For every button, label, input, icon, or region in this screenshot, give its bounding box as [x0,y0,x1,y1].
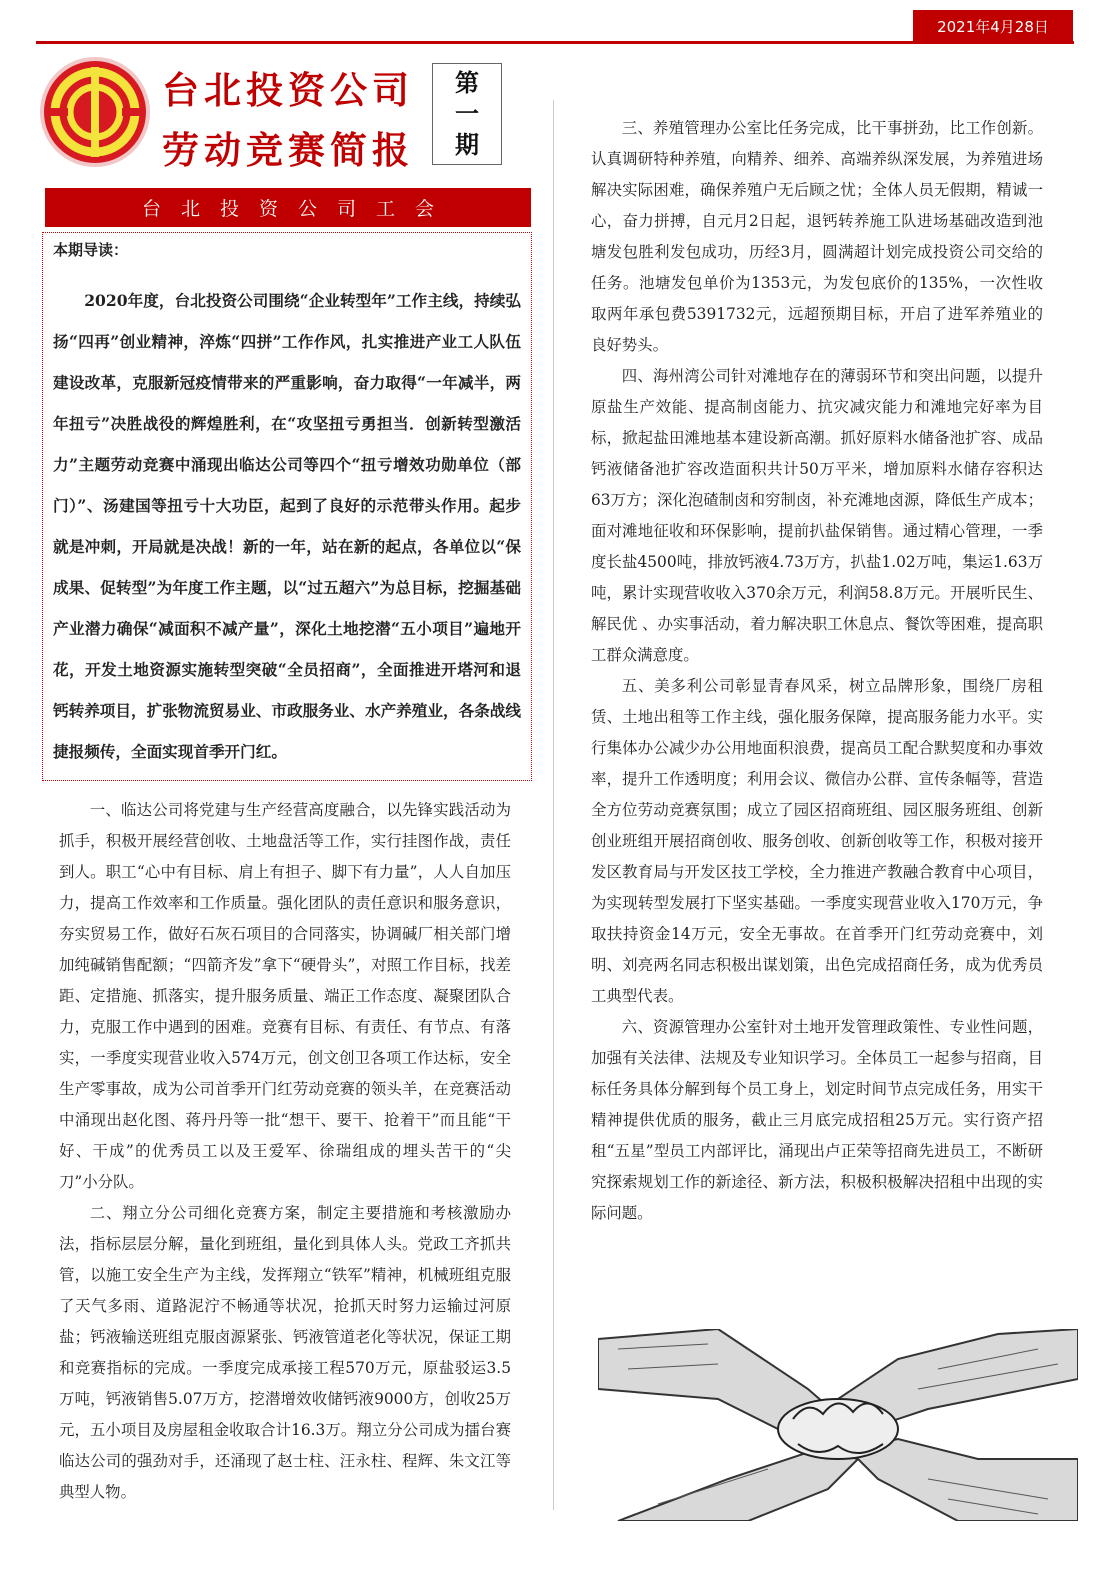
article-paragraph: 三、养殖管理办公室比任务完成，比干事拼劲，比工作创新。认真调研特种养殖，向精养、细养、高端养纵深发展，为养殖进场解决实际困难，确保养殖户无后顾之忧；全体人员无假期，精诚一心，奋力拼搏，自元月2日起，退钙转养施工队进场基础改造到池塘发包胜利发包成功，历经3月，圆满超计划完成投资公司交给的任务。池塘发包单价为1353元，为发包底价的135%，一次性收取两年承包费5391732元，远超预期目标，开启了进军养殖业的良好势头。 [591,119,1043,354]
article-paragraph: 二、翔立分公司细化竞赛方案，制定主要措施和考核激励办法，指标层层分解，量化到班组，量化到具体人头。党政工齐抓共管，以施工安全生产为主线，发挥翔立“铁军”精神，机械班组克服了天气多雨、道路泥泞不畅通等状况，抢抓天时努力运输过河原盐；钙液输送班组克服卤源紧张、钙液管道老化等状况，保证工期和竞赛指标的完成。一季度完成承接工程570万元，原盐驳运3.5万吨，钙液销售5.07万方，挖潜增效收储钙液9000方，创收25万元，五小项目及房屋租金收取合计16.3万。翔立分公司成为擂台赛临达公司的强劲对手，还涌现了赵士柱、汪永柱、程辉、朱文江等典型人物。 [59,1204,511,1501]
intro-heading: 本期导读： [53,241,129,259]
right-column [591,113,1043,1229]
issue-char: 第 [455,68,479,97]
header-rule [36,41,1074,44]
intro-box [42,232,532,781]
union-logo-icon [38,55,152,169]
right-flow [591,113,1078,1521]
issue-char: 期 [455,130,479,159]
newsletter-title-line1: 台北投资公司 [162,69,414,112]
intro-body: 2020年度，台北投资公司围绕“企业转型年”工作主线，持续弘扬“四再”创业精神，淬炼“四拼”工作作风，扎实推进产业工人队伍建设改革，克服新冠疫情带来的严重影响，奋力取得“一年减半，两年扭亏”决胜战役的辉煌胜利，在“攻坚扭亏勇担当．创新转型激活力”主题劳动竞赛中涌现出临达公司等四个“扭亏增效功勋单位（部门）”、汤建国等扭亏十大功臣，起到了良好的示范带头作用。起步就是冲刺，开局就是决战！新的一年，站在新的起点，各单位以“保成果、促转型”为年度工作主题，以“过五超六”为总目标，挖掘基础产业潜力确保“减面积不减产量”，深化土地挖潜“五小项目”遍地开花，开发土地资源实施转型突破“全员招商”，全面推进开塔河和退钙转养项目，扩张物流贸易业、市政服务业、水产养殖业，各条战线捷报频传，全面实现首季开门红。 [53,291,521,761]
article-paragraph: 一、临达公司将党建与生产经营高度融合，以先锋实践活动为抓手，积极开展经营创收、土地盘活等工作，实行挂图作战，责任到人。职工“心中有目标、肩上有担子、脚下有力量”，人人自加压力，提高工作效率和工作质量。强化团队的责任意识和服务意识，夯实贸易工作，做好石灰石项目的合同落实，协调碱厂相关部门增加纯碱销售配额；“四箭齐发”拿下“硬骨头”，对照工作目标，找差距、定措施、抓落实，提升服务质量、端正工作态度、凝聚团队合力，克服工作中遇到的困难。竞赛有目标、有责任、有节点、有落实，一季度实现营业收入574万元，创文创卫各项工作达标，安全生产零事故，成为公司首季开门红劳动竞赛的领头羊，在竞赛活动中涌现出赵化图、蒋丹丹等一批“想干、要干、抢着干”而且能“干好、干成”的优秀员工以及王爱军、徐瑞组成的埋头苦干的“尖刀”小分队。 [59,801,511,1191]
article-paragraph: 四、海州湾公司针对滩地存在的薄弱环节和突出问题，以提升原盐生产效能、提高制卤能力、抗灾减灾能力和滩地完好率为目标，掀起盐田滩地基本建设新高潮。抓好原料水储备池扩容、成品钙液储备池扩容改造面积共计50万平米，增加原料水储存容积达63万方；深化泡碴制卤和穷制卤，补充滩地卤源，降低生产成本；面对滩地征收和环保影响，提前扒盐保销售。通过精心管理，一季度长盐4500吨，排放钙液4.73万方，扒盐1.02万吨，集运1.63万吨，累计实现营收收入370余万元，利润58.8万元。开展听民生、解民优 、办实事活动，着力解决职工休息点、餐饮等困难，提高职工群众满意度。 [591,367,1043,664]
issue-date: 2021年4月28日 [913,10,1073,43]
left-flow [42,232,532,1508]
newsletter-title-line2: 劳动竞赛简报 [162,129,414,172]
article-paragraph: 五、美多利公司彰显青春风采，树立品牌形象，围绕厂房租赁、土地出租等工作主线，强化服务保障，提高服务能力水平。实行集体办公减少办公用地面积浪费，提高员工配合默契度和办事效率，提升工作透明度；利用会议、微信办公群、宣传条幅等，营造全方位劳动竞赛氛围；成立了园区招商班组、园区服务班组、创新创业班组开展招商创收、服务创收、创新创收等工作，积极对接开发区教育局与开发区技工学校，全力推进产教融合教育中心项目，为实现转型发展打下坚实基础。一季度实现营业收入170万元，争取扶持资金14万元，安全无事故。在首季开门红劳动竞赛中，刘明、刘亮两名同志积极出谋划策，出色完成招商任务，成为优秀员工典型代表。 [591,677,1043,1005]
joined-hands-illustration [598,1329,1078,1521]
article-paragraph: 六、资源管理办公室针对土地开发管理政策性、专业性问题，加强有关法律、法规及专业知识学习。全体员工一起参与招商，目标任务具体分解到每个员工身上，划定时间节点完成任务，用实干精神提供优质的服务，截止三月底完成招租25万元。实行资产招租“五星”型员工内部评比，涌现出卢正荣等招商先进员工，不断研究探索规划工作的新途径、新方法，积极积极解决招租中出现的实际问题。 [591,1018,1043,1222]
column-divider [553,100,554,1510]
issue-char: 一 [455,99,479,128]
publisher-banner: 台北投资公司工会 [45,188,531,227]
issue-number-box [432,63,502,165]
left-column [59,795,511,1508]
